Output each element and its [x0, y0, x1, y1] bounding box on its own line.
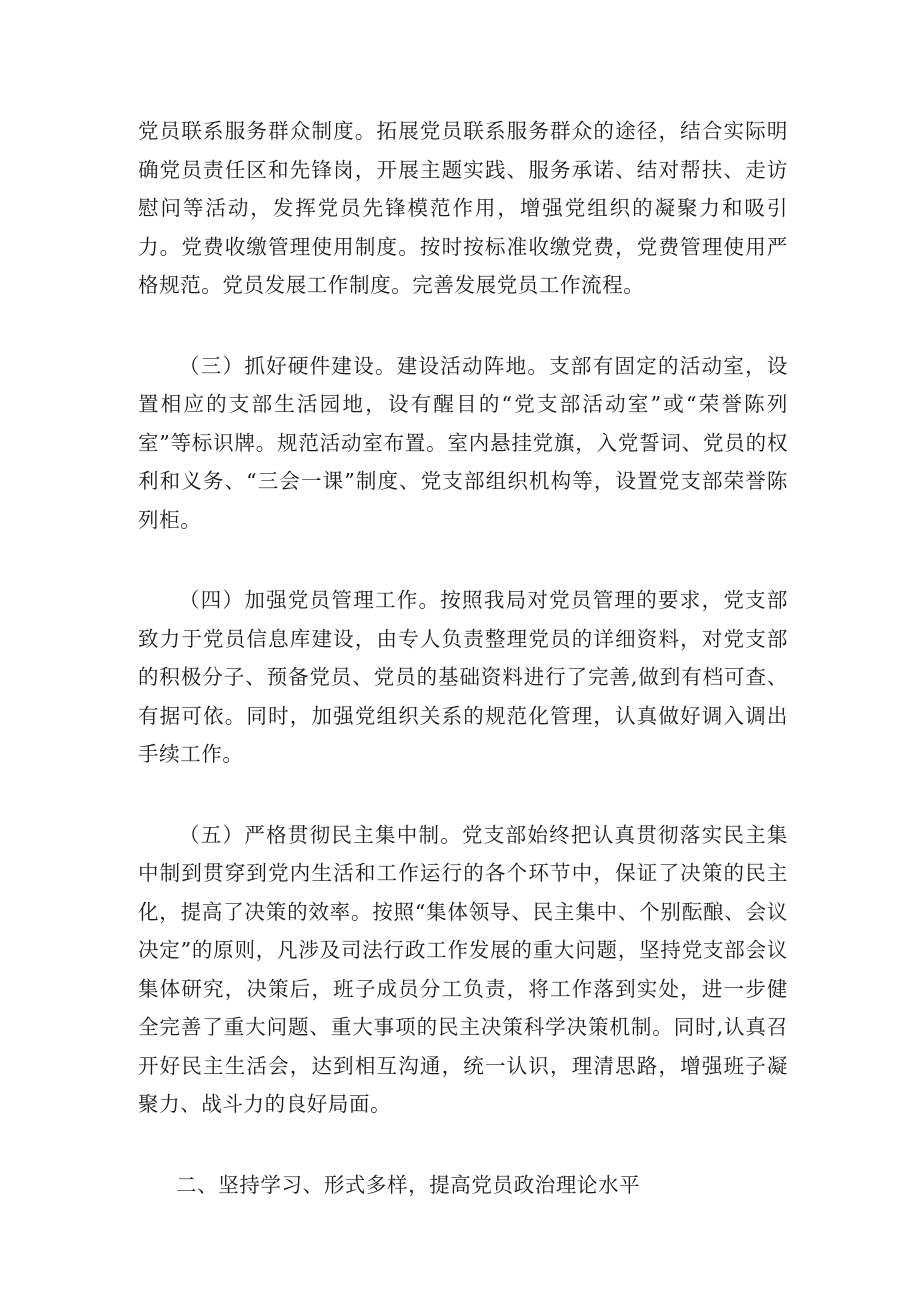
section-heading: 二、坚持学习、形式多样，提高党员政治理论水平: [176, 1172, 641, 1197]
document-page: [138, 112, 788, 1204]
paragraph-democratic-centralism: （五）严格贯彻民主集中制。党支部始终把认真贯彻落实民主集中制到贯穿到党内生活和工作运行的各个环节中，保证了决策的民主化，提高了决策的效率。按照“集体领导、民主集中、个别酝酿、会议决定”的原则，凡涉及司法行政工作发展的重大问题，坚持党支部会议集体研究，决策后，班子成员分工负责，将工作落到实处，进一步健全完善了重大问题、重大事项的民主决策科学决策机制。同时,认真召开好民主生活会，达到相互沟通，统一认识，理清思路，增强班子凝聚力、战斗力的良好局面。: [138, 822, 788, 1116]
paragraph-member-management: （四）加强党员管理工作。按照我局对党员管理的要求，党支部致力于党员信息库建设，由专人负责整理党员的详细资料，对党支部的积极分子、预备党员、党员的基础资料进行了完善,做到有档可查、有据可依。同时，加强党组织关系的规范化管理，认真做好调入调出手续工作。: [138, 588, 788, 766]
paragraph-hardware-construction: （三）抓好硬件建设。建设活动阵地。支部有固定的活动室，设置相应的支部生活园地，设有醒目的“党支部活动室”或“荣誉陈列室”等标识牌。规范活动室布置。室内悬挂党旗，入党誓词、党员的权利和义务、“三会一课”制度、党支部组织机构等，设置党支部荣誉陈列柜。: [138, 353, 788, 532]
paragraph-party-contact-system: 党员联系服务群众制度。拓展党员联系服务群众的途径，结合实际明确党员责任区和先锋岗，开展主题实践、服务承诺、结对帮扶、走访慰问等活动，发挥党员先锋模范作用，增强党组织的凝聚力和吸引力。党费收缴管理使用制度。按时按标准收缴党费，党费管理使用严格规范。党员发展工作制度。完善发展党员工作流程。: [138, 119, 788, 297]
paragraph-spacer: [138, 305, 788, 347]
paragraph-spacer: [138, 539, 788, 581]
paragraph-spacer: [138, 1124, 788, 1166]
paragraph-spacer: [138, 774, 788, 816]
